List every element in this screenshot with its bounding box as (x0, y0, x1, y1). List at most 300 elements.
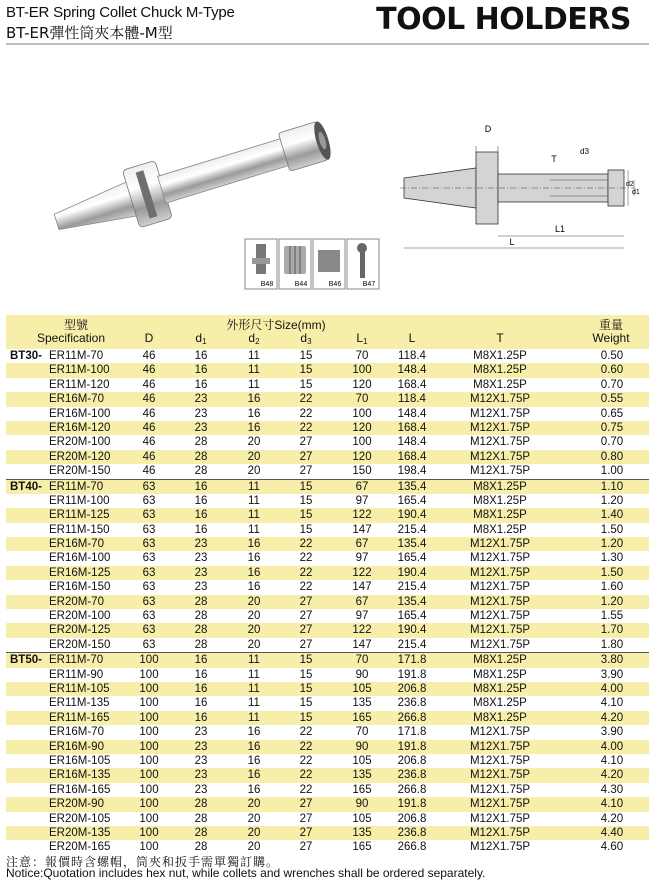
spec-cell: ER16M-120 (49, 421, 111, 434)
dimension-cell: 11 (248, 480, 260, 493)
dimension-cell: 63 (142, 480, 156, 493)
weight-cell: 4.10 (600, 754, 624, 767)
dimension-cell: 191.8 (397, 668, 427, 681)
dimension-cell: 16 (194, 378, 208, 391)
table-row (6, 508, 649, 522)
spec-cell: ER16M-70 (49, 538, 104, 551)
dimension-cell: 16 (247, 421, 261, 434)
group-label: BT50- (10, 654, 42, 667)
dimension-cell: 22 (299, 769, 313, 782)
dimension-cell: 28 (194, 638, 208, 651)
dimension-cell: 27 (299, 798, 313, 811)
dimension-cell: 11 (248, 350, 260, 362)
wrench-icon (347, 239, 379, 289)
spec-cell: ER16M-125 (49, 566, 111, 579)
spec-cell: ER16M-105 (49, 754, 111, 767)
dimension-cell: 46 (142, 465, 156, 478)
dimension-cell: 105 (352, 754, 372, 767)
weight-cell: 4.10 (600, 798, 624, 811)
dimension-cell: 15 (299, 480, 313, 493)
spec-cell: ER16M-70 (49, 393, 104, 406)
dimension-cell: M8X1.25P (473, 654, 527, 667)
dimension-cell: 28 (194, 595, 208, 608)
dimension-cell: 16 (247, 726, 261, 739)
dimension-cell: 27 (299, 450, 313, 463)
dimension-cell: 150 (352, 465, 372, 478)
dimension-cell: 165 (352, 841, 372, 854)
spec-cell: ER16M-70 (49, 726, 104, 739)
dimension-cell: 15 (299, 378, 313, 391)
dimension-cell: 63 (142, 610, 156, 623)
dimension-cell: 27 (299, 436, 313, 449)
weight-cell: 4.20 (600, 812, 624, 825)
dimension-cell: M12X1.75P (469, 450, 531, 463)
dimension-cell: M8X1.25P (473, 480, 527, 493)
spec-cell: ER20M-70 (49, 595, 104, 608)
table-row (6, 494, 649, 508)
dimension-cell: 100 (139, 754, 159, 767)
table-row (6, 523, 649, 537)
dimension-cell: 206.8 (397, 812, 427, 825)
dimension-cell: 16 (247, 769, 261, 782)
spec-cell: ER20M-165 (49, 841, 111, 854)
dimension-cell: 266.8 (397, 783, 427, 796)
dimension-cell: 100 (139, 668, 159, 681)
dimension-cell: 20 (247, 465, 261, 478)
dimension-cell: 105 (352, 682, 372, 695)
dimension-cell: 16 (194, 697, 208, 710)
spec-header-en: Specification (36, 331, 106, 345)
dimension-cell: 20 (247, 826, 261, 839)
dimension-cell: M8X1.25P (473, 350, 527, 362)
dimension-cell: 20 (247, 841, 261, 854)
dimension-cell: 122 (352, 566, 372, 579)
spec-cell: ER16M-165 (49, 783, 111, 796)
dimension-cell: 63 (142, 523, 156, 536)
dimension-cell: 16 (247, 566, 261, 579)
dimension-cell: 46 (142, 450, 156, 463)
notice-chinese: 注意：報價時含螺帽，筒夾和扳手需單獨訂購。 (6, 855, 280, 869)
dimension-cell: 147 (352, 638, 372, 651)
dimension-cell: 15 (299, 654, 313, 667)
dimension-cell: M8X1.25P (473, 509, 527, 522)
dimension-cell: 120 (352, 378, 372, 391)
dimension-cell: 100 (139, 726, 159, 739)
dimension-cell: 28 (194, 450, 208, 463)
label-T: T (551, 154, 557, 164)
table-row (6, 812, 649, 826)
dimension-cell: 46 (142, 407, 156, 420)
dimension-cell: 63 (142, 638, 156, 651)
dimension-cell: M12X1.75P (469, 465, 531, 478)
dimension-cell: 67 (355, 480, 369, 493)
dimension-cell: 23 (194, 783, 208, 796)
weight-cell: 1.20 (600, 595, 624, 608)
spec-cell: ER11M-150 (49, 523, 110, 536)
table-row (6, 711, 649, 725)
weight-cell: 4.00 (600, 682, 624, 695)
tool-holder-photo (40, 118, 360, 238)
dimension-cell: M8X1.25P (473, 697, 527, 710)
l1-header: $L_1$ (356, 331, 368, 346)
dimension-cell: 147 (352, 581, 372, 594)
dimension-cell: 28 (194, 826, 208, 839)
dimension-cell: M12X1.75P (469, 581, 531, 594)
dimension-cell: 11 (248, 682, 260, 695)
dimension-cell: M12X1.75P (469, 783, 531, 796)
dimension-cell: 100 (139, 654, 159, 667)
dimension-cell: 20 (247, 450, 261, 463)
dimension-cell: 70 (355, 393, 369, 406)
label-L1: L1 (554, 224, 566, 234)
table-row (6, 768, 649, 782)
table-row (6, 826, 649, 840)
dimension-cell: 23 (194, 566, 208, 579)
dimension-cell: 236.8 (397, 826, 427, 839)
weight-cell: 4.40 (600, 826, 624, 839)
dimension-cell: 11 (248, 711, 260, 724)
weight-cell: 1.20 (600, 538, 624, 551)
weight-cell: 1.30 (600, 552, 624, 565)
dimension-cell: 15 (299, 668, 313, 681)
dimension-cell: M12X1.75P (469, 595, 531, 608)
weight-cell: 0.50 (600, 350, 624, 362)
size-header: 外形尺寸Size(mm) (226, 318, 326, 332)
spec-cell: ER11M-165 (49, 711, 110, 724)
dimension-cell: 11 (248, 509, 260, 522)
dimension-cell: 135 (352, 769, 372, 782)
table-row (6, 638, 649, 652)
dimension-cell: 46 (142, 378, 156, 391)
dimension-cell: M12X1.75P (469, 393, 531, 406)
spec-cell: ER20M-150 (49, 465, 111, 478)
dimension-cell: 90 (355, 668, 369, 681)
dimension-cell: 23 (194, 393, 208, 406)
dimension-cell: 15 (299, 697, 313, 710)
dimension-cell: 90 (355, 798, 369, 811)
weight-cell: 4.60 (600, 841, 624, 854)
dimension-cell: 23 (194, 754, 208, 767)
dimension-cell: M12X1.75P (469, 754, 531, 767)
table-row (6, 450, 649, 464)
dimension-cell: 16 (194, 682, 208, 695)
weight-cell: 1.55 (600, 610, 624, 623)
dimension-cell: 27 (299, 624, 313, 637)
dimension-cell: 15 (299, 494, 313, 507)
title-english: BT-ER Spring Collet Chuck M-Type (6, 4, 235, 21)
dimension-cell: 90 (355, 740, 369, 753)
dimension-cell: 100 (139, 769, 159, 782)
dimension-cell: M8X1.25P (473, 494, 527, 507)
weight-cell: 1.60 (600, 581, 624, 594)
spec-cell: ER11M-90 (49, 668, 104, 681)
dimension-cell: 63 (142, 494, 156, 507)
dimension-cell: 46 (142, 421, 156, 434)
weight-cell: 0.75 (600, 421, 624, 434)
dimension-cell: M8X1.25P (473, 364, 527, 377)
table-row (6, 725, 649, 739)
dimension-cell: 215.4 (397, 638, 427, 651)
dimension-cell: 100 (139, 812, 159, 825)
dimension-cell: 46 (142, 393, 156, 406)
dimension-cell: 190.4 (397, 509, 427, 522)
dimension-cell: 15 (299, 364, 313, 377)
dimension-cell: 135.4 (397, 480, 427, 493)
dimension-cell: 165 (352, 711, 372, 724)
dimension-cell: 28 (194, 610, 208, 623)
spec-cell: ER20M-105 (49, 812, 111, 825)
dimension-cell: 63 (142, 624, 156, 637)
dimension-cell: 135.4 (397, 595, 427, 608)
spec-cell: ER20M-100 (49, 610, 111, 623)
dimension-cell: 22 (299, 566, 313, 579)
dimension-cell: 22 (299, 538, 313, 551)
dimension-cell: 46 (142, 350, 156, 362)
dimension-cell: 27 (299, 638, 313, 651)
table-row (6, 754, 649, 768)
dimension-cell: 11 (248, 523, 260, 536)
t-header: T (496, 331, 504, 345)
dimension-cell: 165 (352, 783, 372, 796)
spec-cell: ER11M-135 (49, 697, 110, 710)
dimension-cell: 16 (194, 494, 208, 507)
dimension-cell: 11 (248, 668, 260, 681)
hex-nut-icon (313, 239, 345, 289)
dimension-cell: 97 (355, 552, 369, 565)
dimension-cell: 63 (142, 552, 156, 565)
dimension-cell: 100 (352, 364, 372, 377)
label-d3: d3 (580, 147, 589, 156)
weight-cell: 4.20 (600, 711, 624, 724)
dimension-cell: 97 (355, 610, 369, 623)
dimension-cell: M8X1.25P (473, 711, 527, 724)
table-row (6, 682, 649, 696)
svg-text:B46: B46 (328, 281, 342, 288)
dimension-cell: 215.4 (397, 581, 427, 594)
dimension-cell: 28 (194, 798, 208, 811)
dimension-cell: M12X1.75P (469, 769, 531, 782)
dimension-cell: 28 (194, 812, 208, 825)
dimension-cell: 135 (352, 826, 372, 839)
dimension-cell: 16 (194, 668, 208, 681)
dimension-cell: M12X1.75P (469, 798, 531, 811)
dimension-cell: M12X1.75P (469, 552, 531, 565)
dimension-cell: 70 (355, 654, 369, 667)
dimension-cell: 16 (247, 783, 261, 796)
title-chinese: BT-ER彈性筒夾本體-M型 (6, 24, 173, 42)
dimension-cell: 46 (142, 364, 156, 377)
spec-cell: ER16M-100 (49, 407, 111, 420)
dimension-cell: 11 (248, 364, 260, 377)
dimension-cell: 100 (139, 783, 159, 796)
dimension-cell: 100 (352, 407, 372, 420)
dimension-cell: 22 (299, 421, 313, 434)
table-row (6, 783, 649, 797)
retention-knob-icon (245, 239, 277, 289)
dimension-cell: 15 (299, 350, 313, 362)
dimension-cell: 16 (247, 538, 261, 551)
dimension-cell: 236.8 (397, 769, 427, 782)
group-label: BT30- (10, 350, 42, 362)
dimension-cell: M12X1.75P (469, 740, 531, 753)
dimension-cell: 22 (299, 726, 313, 739)
dimension-cell: 236.8 (397, 697, 427, 710)
table-row (6, 740, 649, 754)
label-L: L (509, 237, 515, 247)
dimension-cell: 122 (352, 624, 372, 637)
dimension-cell: 20 (247, 624, 261, 637)
table-row (6, 378, 649, 392)
dimension-cell: 22 (299, 754, 313, 767)
dimension-cell: 16 (247, 552, 261, 565)
spec-cell: ER16M-100 (49, 552, 111, 565)
dimension-cell: 23 (194, 538, 208, 551)
weight-header-zh: 重量 (598, 318, 623, 332)
dimension-cell: 63 (142, 581, 156, 594)
dimension-cell: 22 (299, 783, 313, 796)
spec-cell: ER20M-125 (49, 624, 111, 637)
dimension-cell: 63 (142, 538, 156, 551)
dimension-cell: 16 (194, 711, 208, 724)
dimension-cell: 165.4 (397, 610, 427, 623)
spec-cell: ER20M-90 (49, 798, 104, 811)
dimension-cell: 100 (139, 682, 159, 695)
d2-header: $d_2$ (248, 331, 260, 346)
header-divider (6, 43, 649, 45)
dimension-cell: 63 (142, 595, 156, 608)
technical-drawing (400, 118, 640, 258)
dimension-cell: 165.4 (397, 552, 427, 565)
dimension-cell: 27 (299, 841, 313, 854)
dimension-cell: 70 (355, 350, 369, 362)
dimension-cell: 15 (299, 711, 313, 724)
dimension-cell: 148.4 (397, 407, 427, 420)
dimension-cell: M12X1.75P (469, 566, 531, 579)
weight-cell: 1.80 (600, 638, 624, 651)
label-d1: d1 (632, 189, 640, 196)
svg-text:B47: B47 (362, 281, 376, 288)
svg-text:B44: B44 (294, 281, 308, 288)
table-row (6, 464, 649, 478)
dimension-cell: 120 (352, 450, 372, 463)
dimension-cell: 23 (194, 769, 208, 782)
collet-icon (279, 239, 311, 289)
table-row (6, 349, 649, 363)
table-row (6, 435, 649, 449)
dimension-cell: 97 (355, 494, 369, 507)
dimension-cell: M8X1.25P (473, 523, 527, 536)
dimension-cell: 100 (139, 711, 159, 724)
table-row (6, 797, 649, 811)
table-row (6, 668, 649, 682)
spec-cell: ER16M-150 (49, 581, 111, 594)
weight-cell: 1.50 (600, 523, 624, 536)
dimension-cell: 22 (299, 552, 313, 565)
weight-cell: 0.80 (600, 450, 624, 463)
dimension-cell: 100 (139, 740, 159, 753)
dimension-cell: 266.8 (397, 711, 427, 724)
weight-cell: 4.20 (600, 769, 624, 782)
dimension-cell: M12X1.75P (469, 407, 531, 420)
dimension-cell: 165.4 (397, 494, 427, 507)
dimension-cell: 22 (299, 740, 313, 753)
dimension-cell: 100 (352, 436, 372, 449)
dimension-cell: 20 (247, 595, 261, 608)
dimension-cell: 20 (247, 610, 261, 623)
dimension-cell: 16 (247, 393, 261, 406)
table-row (6, 696, 649, 710)
dimension-cell: 190.4 (397, 624, 427, 637)
table-row (6, 652, 649, 667)
dimension-cell: 28 (194, 841, 208, 854)
dimension-cell: 168.4 (397, 378, 427, 391)
svg-text:B48: B48 (260, 281, 274, 288)
dimension-cell: 191.8 (397, 740, 427, 753)
dimension-cell: 148.4 (397, 364, 427, 377)
spec-cell: ER20M-150 (49, 638, 111, 651)
dimension-cell: 20 (247, 798, 261, 811)
spec-cell: ER20M-135 (49, 826, 111, 839)
table-row (6, 551, 649, 565)
dimension-cell: M12X1.75P (469, 841, 531, 854)
spec-cell: ER11M-120 (49, 378, 110, 391)
dimension-cell: 70 (355, 726, 369, 739)
dimension-cell: M12X1.75P (469, 436, 531, 449)
dimension-cell: 46 (142, 436, 156, 449)
dimension-cell: 22 (299, 393, 313, 406)
dimension-cell: 67 (355, 595, 369, 608)
dimension-cell: 11 (248, 654, 260, 667)
spec-cell: ER11M-100 (49, 364, 110, 377)
table-row (6, 580, 649, 594)
weight-cell: 1.20 (600, 494, 624, 507)
dimension-cell: M12X1.75P (469, 826, 531, 839)
weight-cell: 0.70 (600, 436, 624, 449)
dimension-cell: M12X1.75P (469, 638, 531, 651)
d3-header: $d_3$ (300, 331, 312, 346)
dimension-cell: M12X1.75P (469, 812, 531, 825)
dimension-cell: 27 (299, 595, 313, 608)
dimension-cell: 16 (247, 581, 261, 594)
dimension-cell: 63 (142, 509, 156, 522)
dimension-cell: 15 (299, 509, 313, 522)
dimension-cell: 16 (194, 523, 208, 536)
table-row (6, 537, 649, 551)
weight-cell: 1.40 (600, 509, 624, 522)
weight-cell: 1.10 (600, 480, 624, 493)
group-label: BT40- (10, 480, 42, 493)
weight-cell: 4.30 (600, 783, 624, 796)
dimension-cell: M12X1.75P (469, 538, 531, 551)
dimension-cell: 198.4 (397, 465, 427, 478)
dimension-cell: 16 (247, 740, 261, 753)
dimension-cell: 147 (352, 523, 372, 536)
d1-header: $d_1$ (195, 331, 207, 346)
dimension-cell: 22 (299, 407, 313, 420)
dimension-cell: 20 (247, 436, 261, 449)
table-row (6, 566, 649, 580)
table-header (6, 315, 649, 349)
table-row (6, 609, 649, 623)
spec-cell: ER16M-90 (49, 740, 104, 753)
dimension-cell: M8X1.25P (473, 682, 527, 695)
dimension-cell: 16 (247, 407, 261, 420)
dimension-cell: 11 (248, 378, 260, 391)
dimension-cell: 11 (248, 494, 260, 507)
dimension-cell: M12X1.75P (469, 624, 531, 637)
label-d2: d2 (626, 181, 634, 188)
dimension-cell: 28 (194, 436, 208, 449)
